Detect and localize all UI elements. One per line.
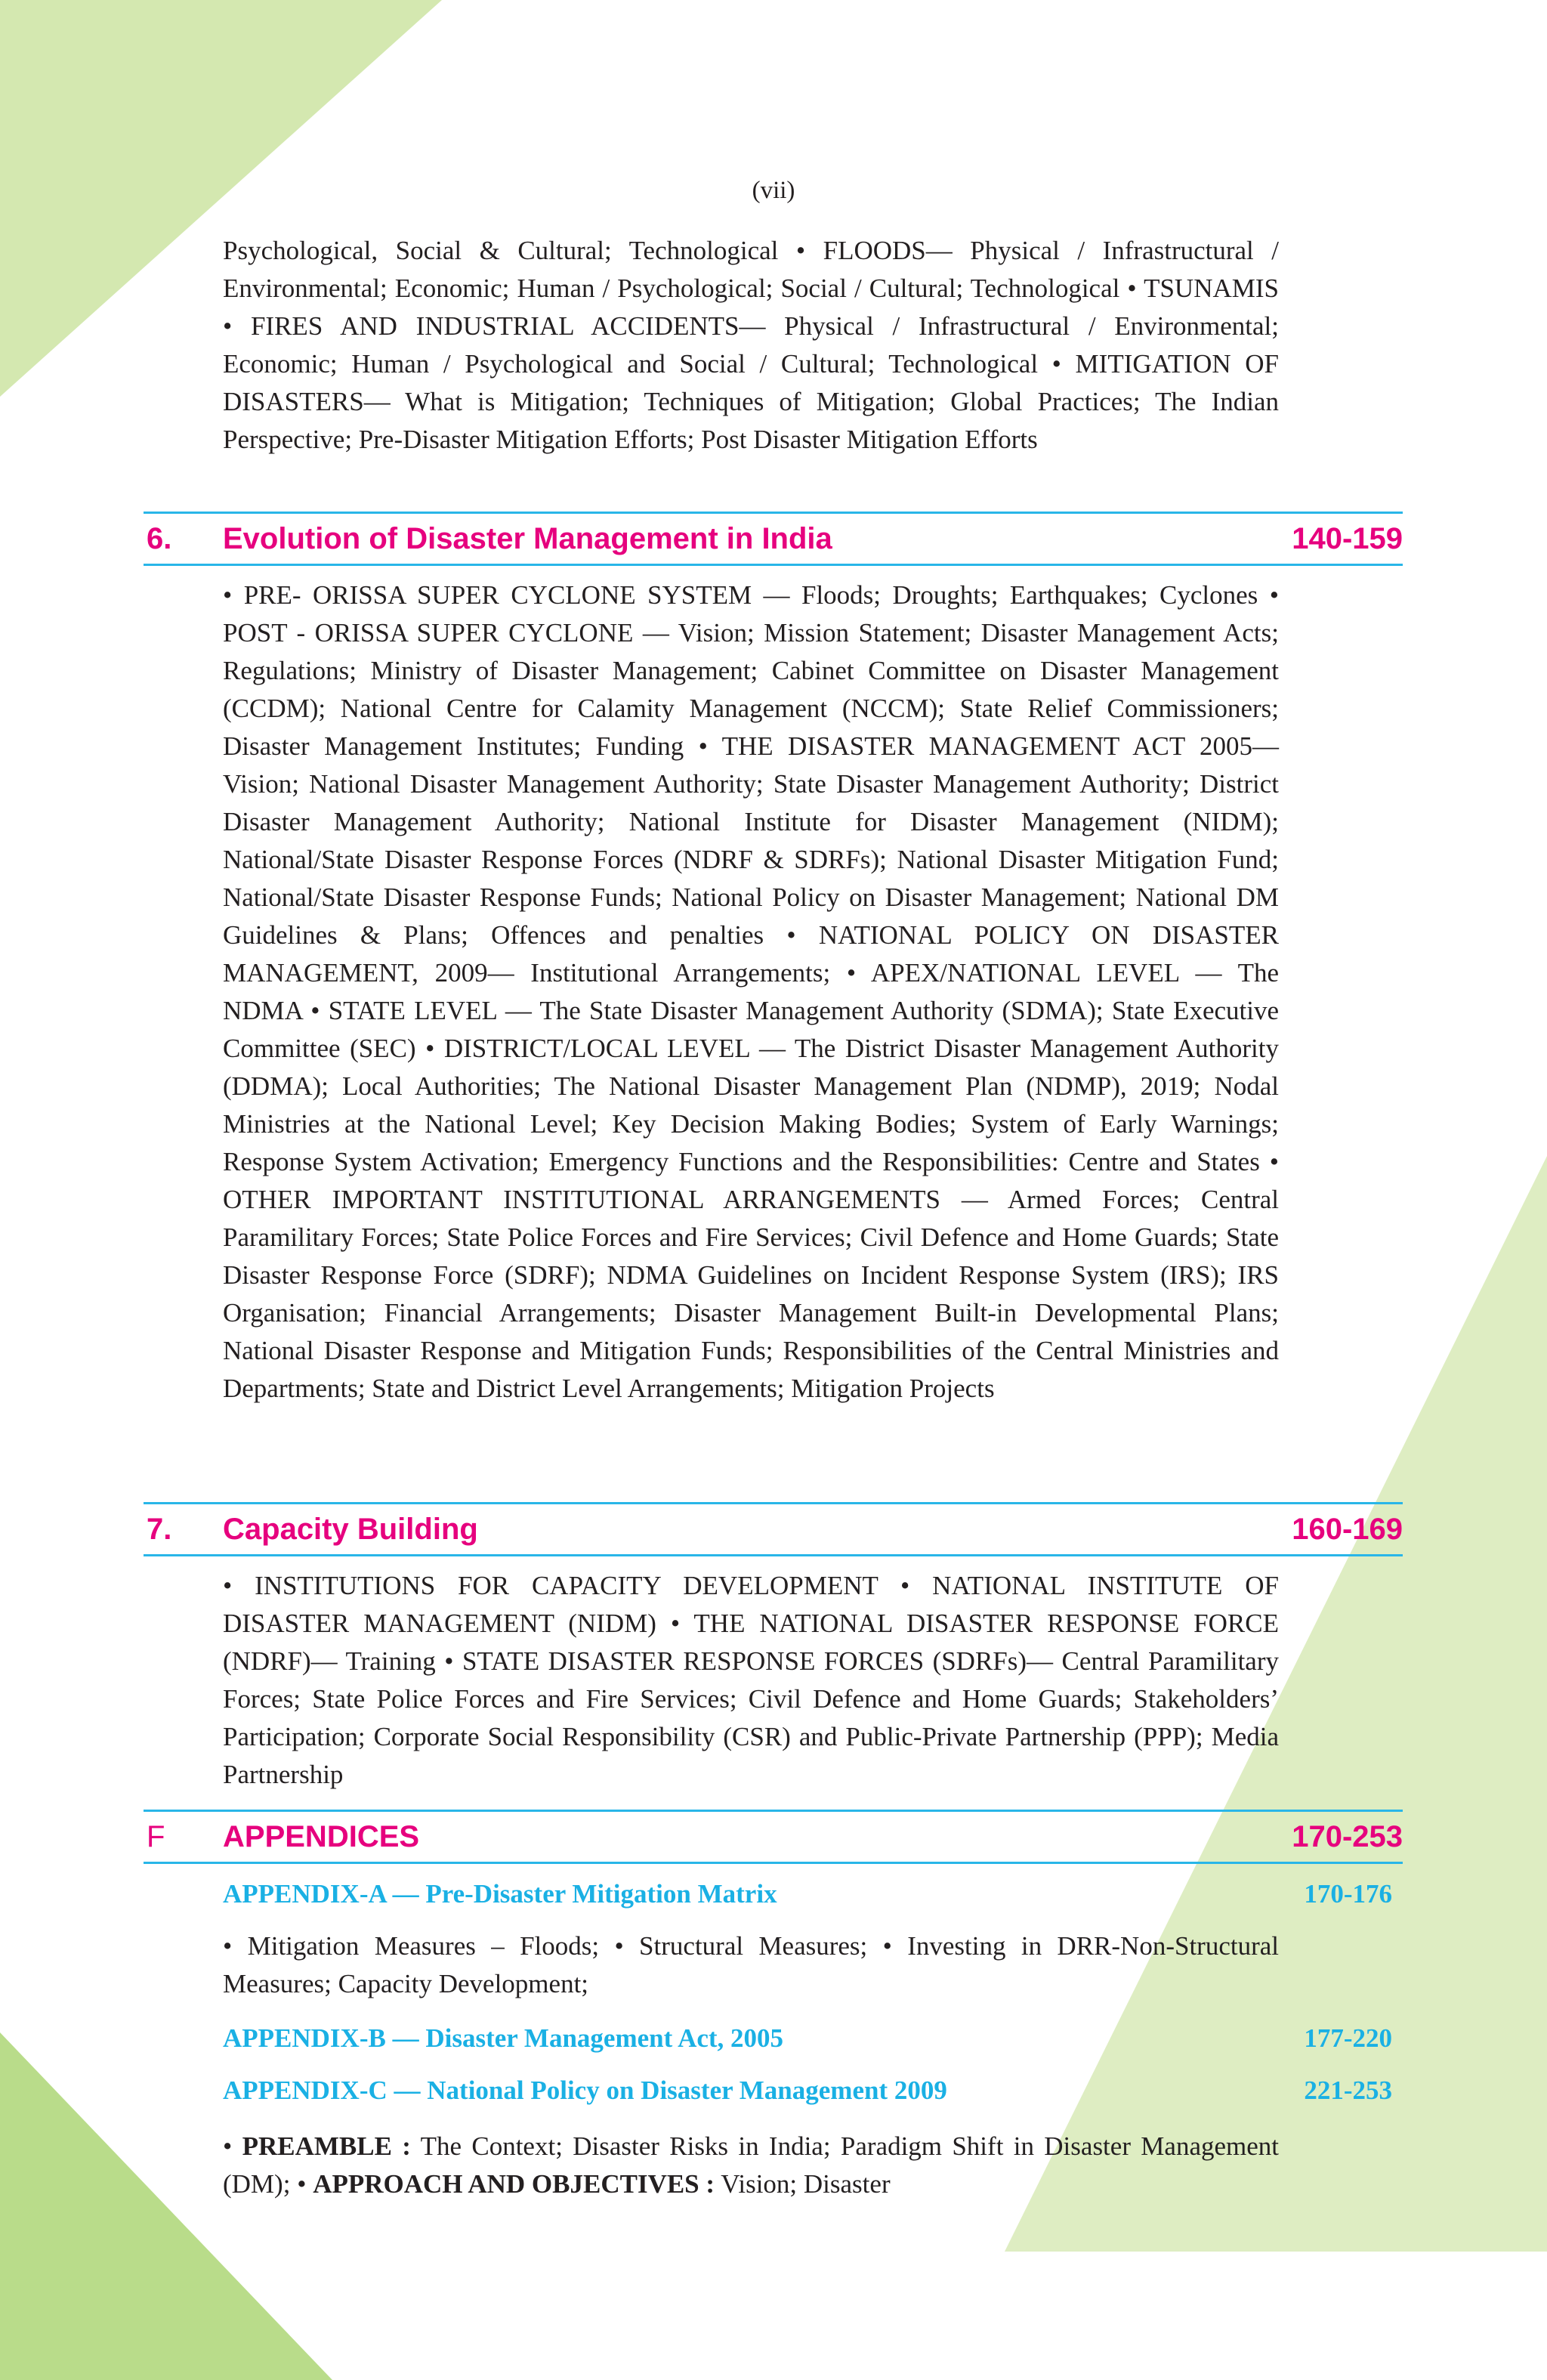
appendix-title: APPENDIX-C — National Policy on Disaster Management 2009 [223,2076,947,2105]
chapter-page-range: 140-159 [1292,522,1403,555]
appendix-c-entry [223,2072,1392,2110]
appendix-c-topics [223,2128,1279,2203]
chapter-6-topics: • PRE- ORISSA SUPER CYCLONE SYSTEM — Floods; Droughts; Earthquakes; Cyclones • POST - ORISSA SUPER CYCLONE — Vision; Mission Statement; Disaster Management Acts; Regulations; Ministry of Disaster Management; Cabinet Committee on Disaster Management (CCDM); National Centre for Calamity Management (NCCM); State Relief Commissioners; Disaster Management Institutes; Funding • THE DISASTER MANAGEMENT ACT 2005— Vision; National Disaster Management Authority; State Disaster Management Authority; District Disaster Management Authority; National Institute for Disaster Management (NIDM); National/State Disaster Response Forces (NDRF & SDRFs); National Disaster Mitigation Fund; National/State Disaster Response Funds; National Policy on Disaster Management; National DM Guidelines & Plans; Offences and penalties • NATIONAL POLICY ON DISASTER MANAGEMENT, 2009— Institutional Arrangements; • APEX/NATIONAL LEVEL — The NDMA • STATE LEVEL — The State Disaster Management Authority (SDMA); State Executive Committee (SEC) • DISTRICT/LOCAL LEVEL — The District Disaster Management Authority (DDMA); Local Authorities; The National Disaster Management Plan (NDMP), 2019; Nodal Ministries at the National Level; Key Decision Making Bodies; System of Early Warnings; Response System Activation; Emergency Functions and the Responsibilities: Centre and States • OTHER IMPORTANT INSTITUTIONAL ARRANGEMENTS — Armed Forces; Central Paramilitary Forces; State Police Forces and Fire Services; Civil Defence and Home Guards; State Disaster Response Force (SDRF); NDMA Guidelines on Incident Response System (IRS); IRS Organisation; Financial Arrangements; Disaster Management Built-in Developmental Plans; National Disaster Response and Mitigation Funds; Responsibilities of the Central Ministries and Departments; State and District Level Arrangements; Mitigation Projects [223,580,1279,1403]
section-title: APPENDICES [223,1820,420,1853]
section-letter: F [147,1820,165,1853]
appendix-a-entry [223,1875,1392,1913]
chapter-title: Capacity Building [223,1513,478,1546]
appendix-page-range: 177-220 [1304,2023,1392,2053]
continued-topic-list: Psychological, Social & Cultural; Technological • FLOODS— Physical / Infrastructural / Environmental; Economic; Human / Psychological; Social / Cultural; Technological • TSUNAMIS • FIRES AND INDUSTRIAL ACCIDENTS— Physical / Infrastructural / Environmental; Economic; Human / Psychological and Social / Cultural; Technological • MITIGATION OF DISASTERS— What is Mitigation; Techniques of Mitigation; Global Practices; The Indian Perspective; Pre-Disaster Mitigation Efforts; Post Disaster Mitigation Efforts [223,236,1279,454]
appendix-title: APPENDIX-A — Pre-Disaster Mitigation Matrix [223,1879,777,1909]
appendix-b-entry [223,2020,1392,2057]
approach-text: Vision; Disaster [721,2169,891,2199]
chapter-page-range: 160-169 [1292,1513,1403,1546]
bullet: • [297,2169,307,2199]
appendix-title: APPENDIX-B — Disaster Management Act, 2005 [223,2023,784,2053]
section-page-range: 170-253 [1292,1820,1403,1853]
appendix-page-range: 221-253 [1304,2076,1392,2105]
chapter-6-heading [144,512,1403,566]
preamble-label: PREAMBLE : [242,2131,411,2161]
chapter-title: Evolution of Disaster Management in India [223,522,832,555]
chapter-number: 7. [147,1513,172,1546]
bullet: • [223,2131,233,2161]
preamble-text: The Context; Disaster Risks in India; Paradigm Shift in Disaster Management (DM); [223,2131,1280,2199]
chapter-number: 6. [147,522,172,555]
appendix-a-topics: • Mitigation Measures – Floods; • Structural Measures; • Investing in DRR-Non-Structural Measures; Capacity Development; [223,1931,1279,1998]
chapter-7-heading [144,1502,1403,1556]
appendices-heading [144,1810,1403,1864]
chapter-7-topics: • INSTITUTIONS FOR CAPACITY DEVELOPMENT • NATIONAL INSTITUTE OF DISASTER MANAGEMENT (NIDM) • THE NATIONAL DISASTER RESPONSE FORCE (NDRF)— Training • STATE DISASTER RESPONSE FORCES (SDRFs)— Central Paramilitary Forces; State Police Forces and Fire Services; Civil Defence and Home Guards; Stakeholders’ Participation; Corporate Social Responsibility (CSR) and Public-Private Partnership (PPP); Media Partnership [223,1571,1279,1789]
approach-label: APPROACH AND OBJECTIVES : [313,2169,715,2199]
appendix-page-range: 170-176 [1304,1879,1392,1909]
page-number: (vii) [752,177,795,204]
